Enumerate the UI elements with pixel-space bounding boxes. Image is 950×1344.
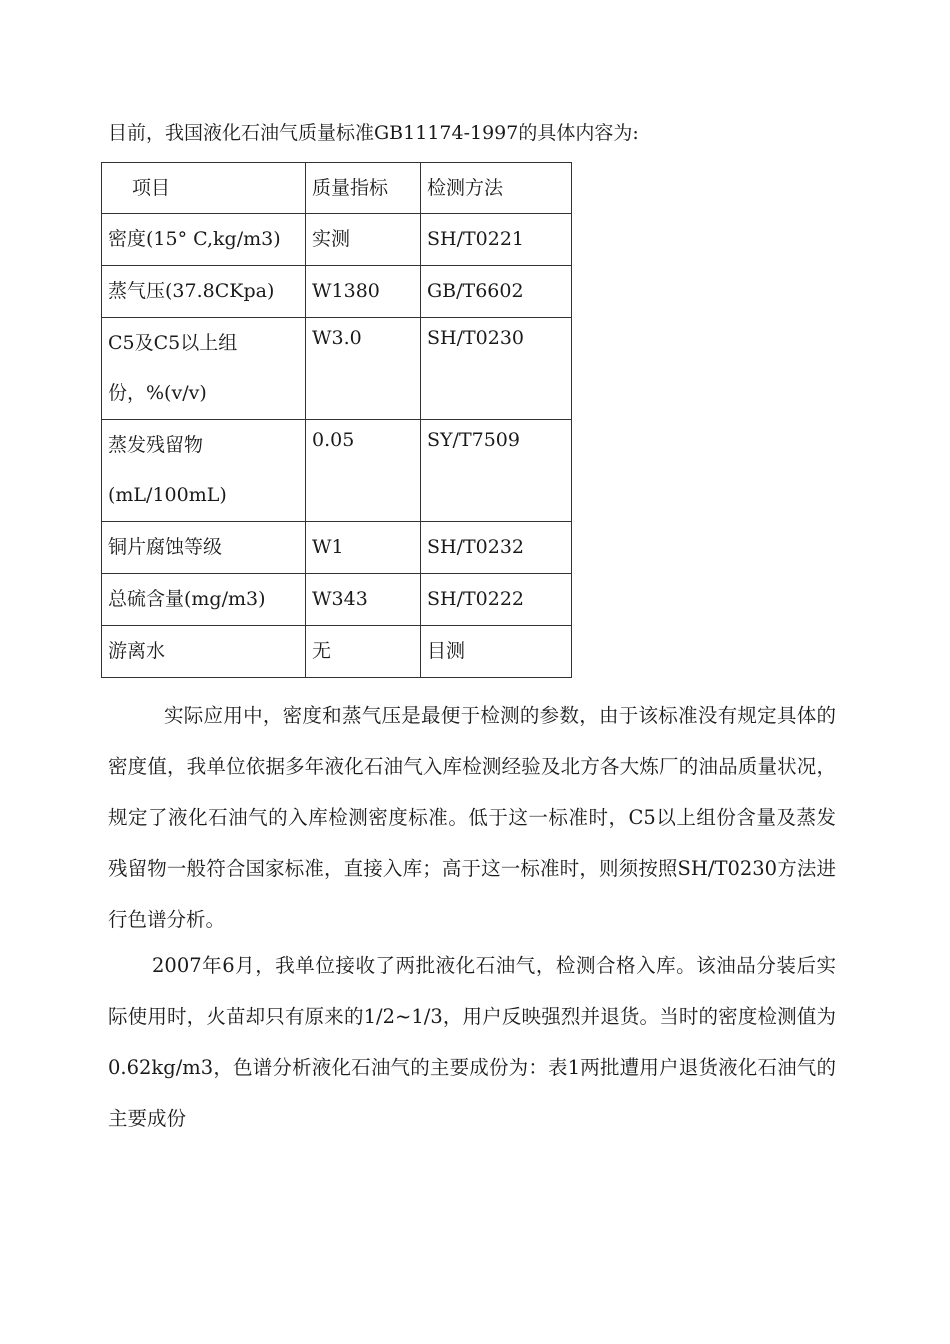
header-item: 项目 (102, 163, 306, 214)
row-value: W1 (306, 522, 421, 574)
row-value: W3.0 (306, 318, 421, 420)
row-item-line1: 蒸发残留物 (108, 434, 204, 456)
row-item: 铜片腐蚀等级 (102, 522, 306, 574)
row-item: 密度(15° C,kg/m3) (102, 214, 306, 266)
row-value: W343 (306, 574, 421, 626)
row-method: SH/T0230 (421, 318, 572, 420)
row-value: 0.05 (306, 420, 421, 522)
row-method: SY/T7509 (421, 420, 572, 522)
row-value: W1380 (306, 266, 421, 318)
header-method: 检测方法 (421, 163, 572, 214)
row-item (102, 420, 306, 522)
row-value: 实测 (306, 214, 421, 266)
table-row (102, 266, 572, 318)
row-item: 蒸气压(37.8CKpa) (102, 266, 306, 318)
table-row (102, 522, 572, 574)
row-item-line2: (mL/100mL) (108, 484, 227, 506)
table-row (102, 318, 572, 420)
table-row (102, 626, 572, 678)
table-row (102, 574, 572, 626)
intro-line: 目前，我国液化石油气质量标准GB11174-1997的具体内容为: (108, 122, 639, 144)
row-method: GB/T6602 (421, 266, 572, 318)
row-item: 总硫含量(mg/m3) (102, 574, 306, 626)
quality-standard-table (101, 162, 572, 678)
row-item (102, 318, 306, 420)
row-value: 无 (306, 626, 421, 678)
row-method: SH/T0222 (421, 574, 572, 626)
table-header-row (102, 163, 572, 214)
table-row (102, 420, 572, 522)
row-item-line1: C5及C5以上组 (108, 332, 238, 354)
row-item: 游离水 (102, 626, 306, 678)
body-paragraph: 2007年6月，我单位接收了两批液化石油气，检测合格入库。该油品分装后实际使用时，火苗却只有原来的1/2~1/3，用户反映强烈并退货。当时的密度检测值为0.62kg/m3，色谱分析液化石油气的主要成份为：表1两批遭用户退货液化石油气的主要成份 (108, 954, 836, 1130)
body-paragraph: 实际应用中，密度和蒸气压是最便于检测的参数，由于该标准没有规定具体的密度值，我单位依据多年液化石油气入库检测经验及北方各大炼厂的油品质量状况，规定了液化石油气的入库检测密度标准。低于这一标准时，C5以上组份含量及蒸发残留物一般符合国家标准，直接入库；高于这一标准时，则须按照SH/T0230方法进行色谱分析。 (108, 704, 836, 931)
row-method: 目测 (421, 626, 572, 678)
header-value: 质量指标 (306, 163, 421, 214)
row-method: SH/T0221 (421, 214, 572, 266)
table-row (102, 214, 572, 266)
row-method: SH/T0232 (421, 522, 572, 574)
row-item-line2: 份，%(v/v) (108, 382, 207, 404)
